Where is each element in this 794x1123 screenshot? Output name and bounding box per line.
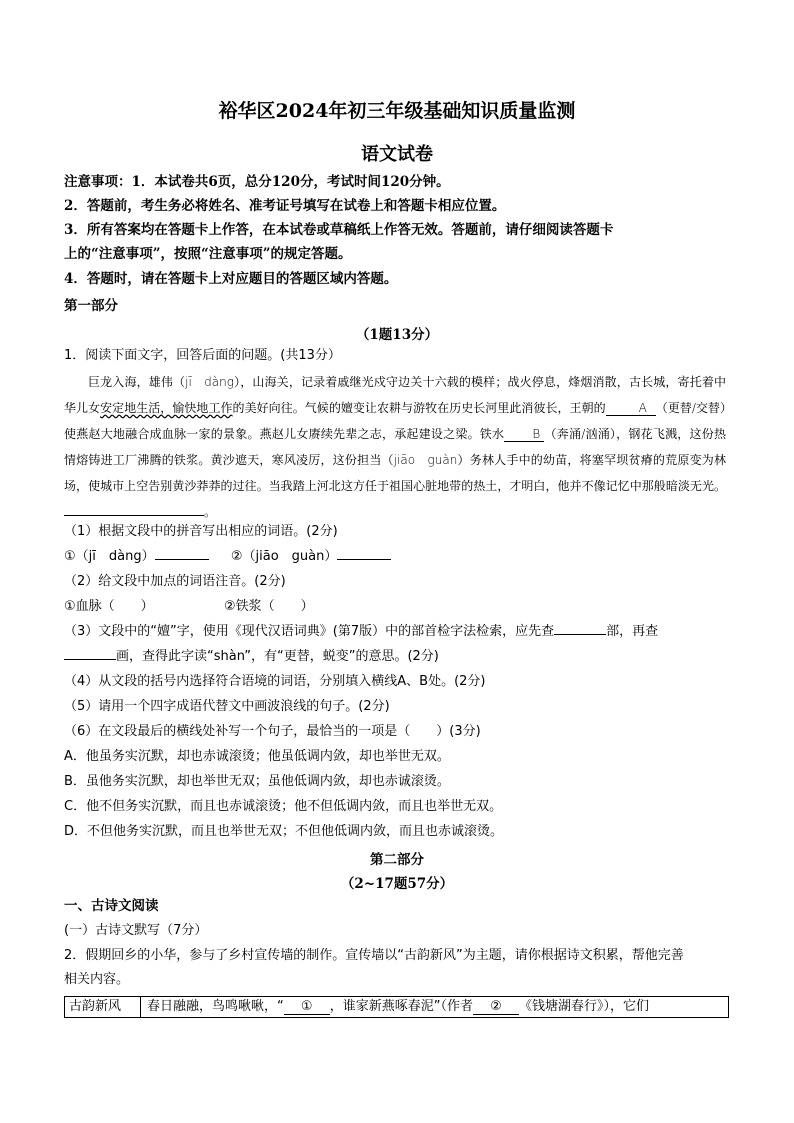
option-a: A．他虽务实沉默，却也赤诚滚烫；他虽低调内敛，却也举世无双。 (64, 749, 450, 764)
q2-line2: 相关内容。 (64, 972, 130, 987)
exam-title: 裕华区2024年初三年级基础知识质量监测 (218, 100, 576, 122)
q1-sub2: （2）给文段中加点的词语注音。(2分) (64, 574, 286, 589)
notice-line-1: 注意事项：1．本试卷共6页，总分120分，考试时间120分钟。 (64, 174, 450, 190)
table-text-c: 《钱塘湖春行》），它们 (519, 999, 650, 1014)
notice-line-5: 4．答题时，请在答题卡上对应题目的答题区域内答题。 (64, 271, 398, 287)
table-text-b: ，谁家新燕啄春泥”（作者 (329, 999, 473, 1014)
section1-subheading: (一）古诗文默写（7分） (64, 923, 208, 938)
poetry-table (64, 996, 729, 1018)
q1-sub4: （4）从文段的括号内选择符合语境的词语，分别填入横线A、B处。(2分) (64, 674, 486, 689)
sub1-blank-a (155, 559, 209, 560)
part1-score: （1题13分） (355, 327, 439, 343)
q2-line1: 2．假期回乡的小华，参与了乡村宣传墙的制作。宣传墙以“古韵新风”为主题，请你根据诗文积累，帮他完善 (64, 948, 684, 963)
section1-heading: 一、古诗文阅读 (64, 898, 159, 914)
sub1-item-b: ②（jiāo guàn） (230, 549, 338, 564)
sub3-text-a: （3）文段中的“嬗”字，使用《现代汉语词典》(第7版）中的部首检字法检索，应先查 (64, 624, 555, 639)
q1-sub3-line2 (64, 649, 439, 665)
table-cell-theme: 古韵新风 (65, 997, 141, 1017)
sub1-blank-b (337, 559, 391, 560)
sub2-item-b: ②铁浆（ ） (223, 599, 314, 614)
sub3-blank-strokes (64, 659, 116, 660)
sub2-item-a: ①血脉（ ） (64, 599, 154, 614)
q1-sub3-line1 (64, 624, 658, 640)
option-b: B．虽他务实沉默，却也举世无双；虽他低调内敛，却也赤诚滚烫。 (64, 774, 450, 789)
table-cell-content (147, 997, 724, 1017)
exam-subtitle: 语文试卷 (361, 144, 433, 165)
sub1-item-a: ①（jī dàng） (64, 549, 155, 564)
q1-sub6: （6）在文段最后的横线处补写一个句子，最恰当的一项是（ ）(3分) (64, 724, 481, 739)
blank-b: B (504, 427, 544, 442)
q1-passage (64, 369, 726, 525)
q1-stem: 1．阅读下面文字，回答后面的问题。(共13分） (64, 348, 341, 363)
q1-sub1: （1）根据文段中的拼音写出相应的词语。(2分) (64, 524, 338, 539)
part2-score: （2~17题57分） (340, 876, 454, 892)
passage-wavy-underline: 安定地生活，愉快地工作 (100, 401, 233, 415)
blank-a: A (606, 401, 656, 416)
notice-line-2: 2．答题前，考生务必将姓名、准考证号填写在试卷上和答题卡相应位置。 (64, 198, 506, 214)
option-d: D．不但他务实沉默，而且也举世无双；不但他低调内敛，而且也赤诚滚烫。 (64, 824, 504, 839)
q1-sub2-answers (64, 599, 314, 615)
sub3-text-b: 部，再查 (606, 624, 659, 639)
passage-text-1: 巨龙入海，雄伟（jī dàng），山海关，记录着戚继光戍守边关十六载的模样；战火停息，烽烟消散，古长城，寄托着中华儿女 (64, 375, 726, 415)
table-blank-1: ① (284, 1000, 330, 1015)
passage-text-4: （奔涌/汹涌），钢花飞溅，这份热情熔铸进工厂沸腾的铁浆。黄沙遮天，寒风凌厉，这份担当（jiāo guàn）务林人手中的幼苗，将塞罕坝贫瘠的荒原变为林场，使城市上空告别黄沙莽莽的过往。当我踏上河北这方任于祖国心脏地带的热土，才明白，他并不像记忆中那般暗淡无光。 (64, 427, 726, 493)
blank-final-sentence (64, 515, 204, 516)
sub3-blank-radical (554, 634, 606, 635)
sub3-text-c: 画，查得此字读“shàn”，有“更替，蜕变”的意思。(2分) (116, 649, 439, 664)
q1-sub1-answers (64, 549, 391, 565)
passage-end-period: 。 (204, 505, 217, 519)
notice-line-4: 上的“注意事项”，按照“注意事项”的规定答题。 (64, 246, 352, 262)
option-c: C．他不但务实沉默，而且也赤诚滚烫；他不但低调内敛，而且也举世无双。 (64, 799, 503, 814)
table-text-a: 春日融融，鸟鸣啾啾，“ (147, 999, 284, 1014)
part1-label: 第一部分 (64, 298, 118, 314)
part2-label: 第二部分 (370, 852, 424, 868)
notice-line-3: 3．所有答案均在答题卡上作答，在本试卷或草稿纸上作答无效。答题前，请仔细阅读答题卡 (64, 222, 614, 238)
table-blank-2: ② (473, 1000, 519, 1015)
passage-text-2: 的美好向往。气候的嬗变让农耕与游牧在历史长河里此消彼长，王朝的 (232, 401, 606, 415)
passage-text-3: （更替/交替）使燕赵大地融合成血脉一家的景象。燕赵儿女赓续先辈之志，承起建设之梁。铁水 (64, 401, 726, 441)
q1-sub5: （5）请用一个四字成语代替文中画波浪线的句子。(2分) (64, 699, 390, 714)
